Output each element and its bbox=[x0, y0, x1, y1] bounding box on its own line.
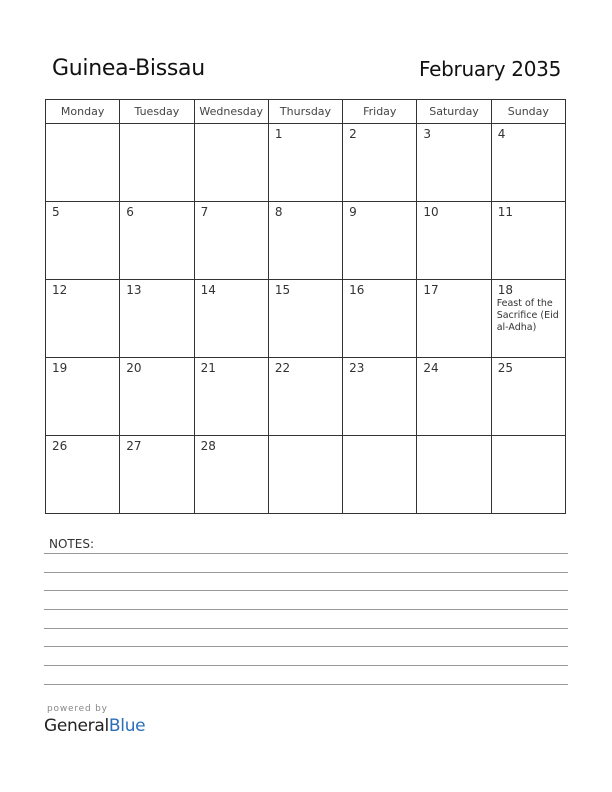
day-number: 24 bbox=[423, 361, 439, 375]
day-number: 1 bbox=[274, 127, 283, 141]
day-number: 16 bbox=[349, 283, 365, 297]
day-cell bbox=[46, 202, 120, 280]
weekday-header-row bbox=[46, 100, 566, 124]
day-cell bbox=[343, 358, 417, 436]
day-cell bbox=[491, 358, 565, 436]
note-line bbox=[44, 572, 568, 573]
day-number bbox=[343, 436, 416, 439]
day-cell bbox=[491, 124, 565, 202]
week-row-3 bbox=[46, 280, 566, 358]
day-cell bbox=[194, 436, 268, 514]
day-number: 3 bbox=[423, 127, 432, 141]
day-cell bbox=[417, 202, 491, 280]
day-number: 9 bbox=[349, 205, 357, 219]
day-number bbox=[195, 124, 268, 127]
day-number bbox=[269, 436, 342, 439]
day-number: 6 bbox=[126, 205, 134, 219]
weekday-friday: Friday bbox=[343, 100, 417, 124]
day-cell bbox=[194, 202, 268, 280]
day-number: 15 bbox=[274, 283, 291, 297]
day-number: 12 bbox=[52, 283, 68, 297]
week-row-2 bbox=[46, 202, 566, 280]
day-cell bbox=[194, 358, 268, 436]
day-number: 17 bbox=[423, 283, 439, 297]
day-number: 7 bbox=[200, 205, 209, 219]
note-line bbox=[44, 590, 568, 591]
powered-by-text: powered by bbox=[47, 704, 108, 714]
weekday-wednesday: Wednesday bbox=[194, 100, 268, 124]
day-number bbox=[492, 436, 565, 439]
week-row-4 bbox=[46, 358, 566, 436]
day-number bbox=[417, 436, 490, 439]
note-line bbox=[44, 646, 568, 647]
weekday-monday: Monday bbox=[46, 100, 120, 124]
day-number: 4 bbox=[497, 127, 506, 141]
notes-label: NOTES: bbox=[49, 537, 94, 551]
day-cell bbox=[343, 124, 417, 202]
note-line bbox=[44, 684, 568, 685]
day-number: 2 bbox=[349, 127, 357, 141]
day-cell bbox=[268, 124, 342, 202]
day-number: 14 bbox=[200, 283, 216, 297]
day-number: 13 bbox=[126, 283, 142, 297]
day-number: 18 bbox=[497, 283, 513, 297]
day-number bbox=[120, 124, 193, 127]
day-number: 26 bbox=[52, 439, 68, 453]
day-number: 10 bbox=[423, 205, 439, 219]
month-year-title: February 2035 bbox=[419, 57, 561, 81]
holiday-label: Feast of the Sacrifice (Eid al-Adha) bbox=[496, 298, 559, 333]
day-cell bbox=[417, 124, 491, 202]
weekday-thursday: Thursday bbox=[268, 100, 342, 124]
day-cell bbox=[491, 436, 565, 514]
logo-general: General bbox=[44, 716, 109, 736]
day-cell bbox=[417, 358, 491, 436]
day-cell bbox=[268, 436, 342, 514]
logo-blue: Blue bbox=[108, 716, 146, 736]
day-number: 5 bbox=[52, 205, 60, 219]
calendar-grid bbox=[45, 99, 566, 514]
day-cell bbox=[194, 124, 268, 202]
day-cell bbox=[268, 280, 342, 358]
day-cell bbox=[194, 280, 268, 358]
day-cell bbox=[120, 280, 194, 358]
note-line bbox=[44, 553, 568, 554]
day-cell bbox=[268, 202, 342, 280]
day-number: 20 bbox=[126, 361, 142, 375]
day-number: 23 bbox=[349, 361, 365, 375]
weekday-tuesday: Tuesday bbox=[120, 100, 194, 124]
day-number: 11 bbox=[497, 205, 513, 219]
generalblue-logo bbox=[44, 716, 145, 736]
day-cell bbox=[417, 280, 491, 358]
week-row-1 bbox=[46, 124, 566, 202]
day-number: 28 bbox=[200, 439, 216, 453]
day-cell bbox=[46, 436, 120, 514]
note-line bbox=[44, 665, 568, 666]
day-number: 19 bbox=[52, 361, 68, 375]
weekday-sunday: Sunday bbox=[491, 100, 565, 124]
day-cell bbox=[343, 202, 417, 280]
day-cell bbox=[120, 202, 194, 280]
weekday-saturday: Saturday bbox=[417, 100, 491, 124]
day-cell bbox=[46, 280, 120, 358]
day-cell bbox=[491, 202, 565, 280]
day-cell bbox=[46, 124, 120, 202]
day-cell bbox=[46, 358, 120, 436]
day-number: 22 bbox=[274, 361, 291, 375]
day-cell-holiday bbox=[491, 280, 565, 358]
day-cell bbox=[120, 124, 194, 202]
note-line bbox=[44, 609, 568, 610]
day-cell bbox=[343, 280, 417, 358]
day-cell bbox=[343, 436, 417, 514]
day-cell bbox=[417, 436, 491, 514]
day-number bbox=[46, 124, 119, 127]
day-cell bbox=[120, 436, 194, 514]
note-line bbox=[44, 628, 568, 629]
day-number: 8 bbox=[274, 205, 283, 219]
country-title: Guinea-Bissau bbox=[52, 56, 205, 81]
day-cell bbox=[120, 358, 194, 436]
day-number: 27 bbox=[126, 439, 142, 453]
week-row-5 bbox=[46, 436, 566, 514]
day-cell bbox=[268, 358, 342, 436]
day-number: 25 bbox=[497, 361, 513, 375]
day-number: 21 bbox=[200, 361, 216, 375]
